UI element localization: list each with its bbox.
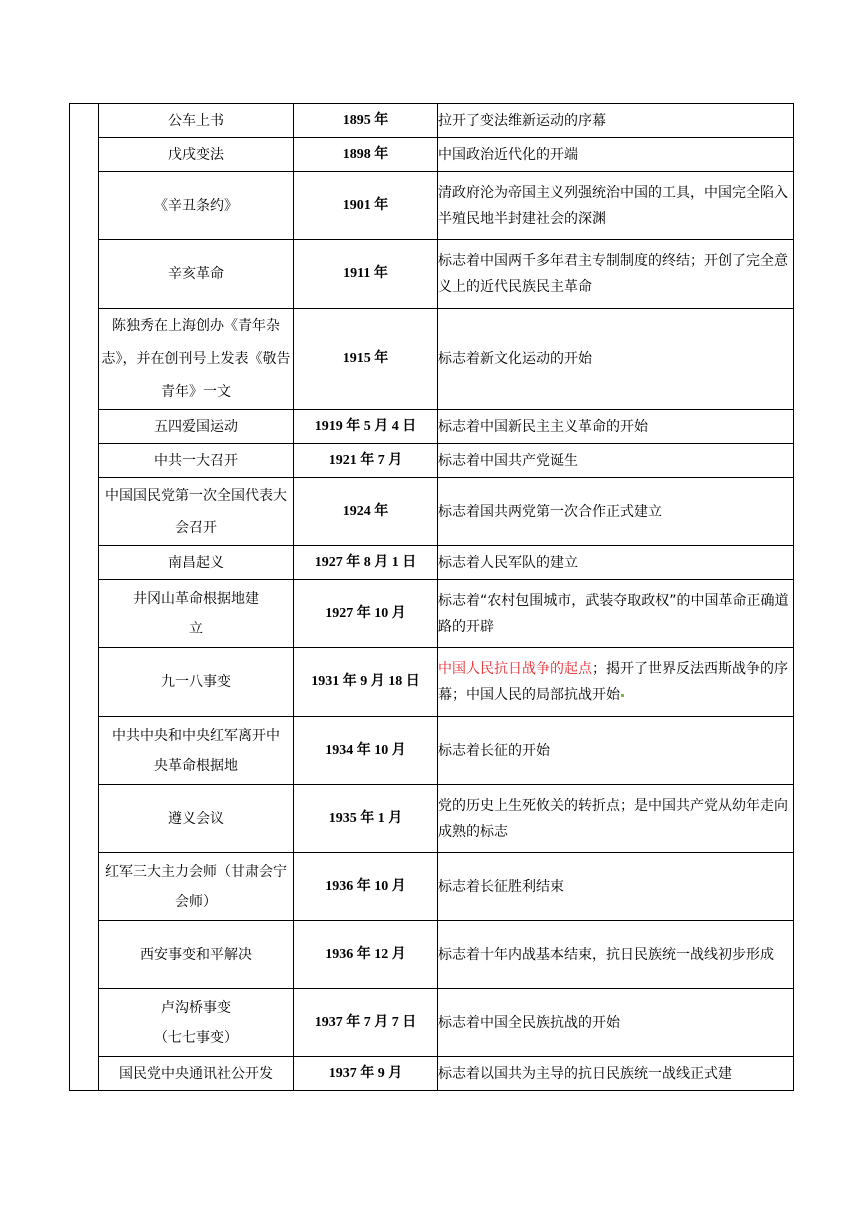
event-text: 中共中央和中央红军离开中央革命根据地 <box>112 727 280 774</box>
history-events-table <box>69 103 794 1091</box>
significance-cell: 党的历史上生死攸关的转折点；是中国共产党从幼年走向成熟的标志 <box>438 785 794 853</box>
date-cell: 1927 年 8 月 1 日 <box>294 546 438 580</box>
significance-cell: 标志着长征的开始 <box>438 717 794 785</box>
event-cell: 陈独秀在上海创办《青年杂志》，并在创刊号上发表《敬告青年》一文 <box>99 309 294 410</box>
significance-cell: 标志着中国全民族抗战的开始 <box>438 989 794 1057</box>
table-row <box>70 989 794 1057</box>
event-cell <box>99 717 294 785</box>
event-cell <box>99 580 294 648</box>
significance-cell: 标志着中国共产党诞生 <box>438 444 794 478</box>
table-row <box>70 546 794 580</box>
event-cell: 辛亥革命 <box>99 240 294 309</box>
event-text: 井冈山革命根据地建立 <box>133 590 259 637</box>
event-cell: 九一八事变 <box>99 648 294 717</box>
date-cell: 1935 年 1 月 <box>294 785 438 853</box>
event-text-line2: （七七事变） <box>154 1029 238 1046</box>
date-cell: 1898 年 <box>294 138 438 172</box>
event-cell: 戊戌变法 <box>99 138 294 172</box>
event-cell: 五四爱国运动 <box>99 410 294 444</box>
table-row <box>70 853 794 921</box>
table-row <box>70 921 794 989</box>
table-row <box>70 648 794 717</box>
date-cell: 1911 年 <box>294 240 438 309</box>
significance-cell: 标志着长征胜利结束 <box>438 853 794 921</box>
significance-cell <box>438 648 794 717</box>
date-cell: 1919 年 5 月 4 日 <box>294 410 438 444</box>
table-row <box>70 478 794 546</box>
date-cell: 1901 年 <box>294 172 438 240</box>
green-dot-mark <box>621 694 624 697</box>
date-cell: 1936 年 10 月 <box>294 853 438 921</box>
significance-cell: 中国政治近代化的开端 <box>438 138 794 172</box>
table-row <box>70 717 794 785</box>
table-row <box>70 309 794 410</box>
significance-cell: 标志着中国新民主主义革命的开始 <box>438 410 794 444</box>
blank-left-column <box>70 104 99 1091</box>
significance-highlight: 中国人民抗日战争的起点 <box>438 661 592 677</box>
table-row <box>70 410 794 444</box>
event-cell: 国民党中央通讯社公开发 <box>99 1057 294 1091</box>
significance-cell: 标志着人民军队的建立 <box>438 546 794 580</box>
date-cell: 1921 年 7 月 <box>294 444 438 478</box>
date-cell: 1937 年 7 月 7 日 <box>294 989 438 1057</box>
significance-text: ；揭开了世界反法西斯战争的序幕；中国人民的局部抗战开始 <box>438 661 788 703</box>
significance-cell: 标志着国共两党第一次合作正式建立 <box>438 478 794 546</box>
significance-cell: 清政府沦为帝国主义列强统治中国的工具，中国完全陷入半殖民地半封建社会的深渊 <box>438 172 794 240</box>
event-cell: 中国国民党第一次全国代表大会召开 <box>99 478 294 546</box>
significance-cell: 标志着以国共为主导的抗日民族统一战线正式建 <box>438 1057 794 1091</box>
table-row <box>70 785 794 853</box>
date-cell: 1936 年 12 月 <box>294 921 438 989</box>
table-row <box>70 1057 794 1091</box>
date-cell: 1924 年 <box>294 478 438 546</box>
table-row <box>70 172 794 240</box>
significance-cell: 标志着十年内战基本结束，抗日民族统一战线初步形成 <box>438 921 794 989</box>
event-cell: 遵义会议 <box>99 785 294 853</box>
date-cell: 1937 年 9 月 <box>294 1057 438 1091</box>
event-cell: 中共一大召开 <box>99 444 294 478</box>
event-cell: 南昌起义 <box>99 546 294 580</box>
event-text: 卢沟桥事变 <box>161 999 231 1016</box>
table-row <box>70 104 794 138</box>
date-cell: 1927 年 10 月 <box>294 580 438 648</box>
table-row <box>70 240 794 309</box>
event-cell: 西安事变和平解决 <box>99 921 294 989</box>
event-cell: 红军三大主力会师（甘肃会宁会师） <box>99 853 294 921</box>
event-cell: 公车上书 <box>99 104 294 138</box>
table-row <box>70 138 794 172</box>
date-cell: 1895 年 <box>294 104 438 138</box>
date-cell: 1931 年 9 月 18 日 <box>294 648 438 717</box>
significance-cell: 标志着中国两千多年君主专制制度的终结；开创了完全意义上的近代民族民主革命 <box>438 240 794 309</box>
table-row <box>70 444 794 478</box>
significance-cell: 拉开了变法维新运动的序幕 <box>438 104 794 138</box>
date-cell: 1934 年 10 月 <box>294 717 438 785</box>
event-cell: 《辛丑条约》 <box>99 172 294 240</box>
event-cell <box>99 989 294 1057</box>
table-row <box>70 580 794 648</box>
date-cell: 1915 年 <box>294 309 438 410</box>
significance-cell: 标志着新文化运动的开始 <box>438 309 794 410</box>
significance-cell: 标志着“农村包围城市，武装夺取政权”的中国革命正确道路的开辟 <box>438 580 794 648</box>
